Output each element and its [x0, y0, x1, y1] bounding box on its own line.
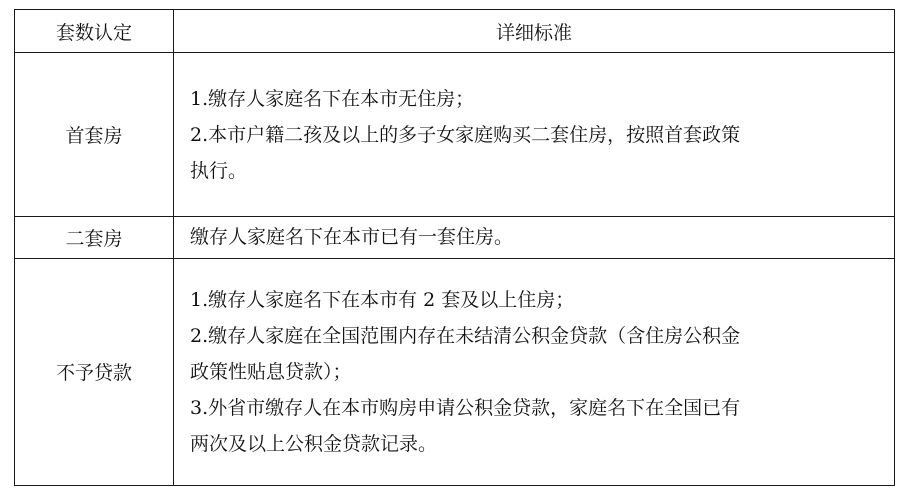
standard-line: 3.外省市缴存人在本市购房申请公积金贷款，家庭名下在全国已有 — [190, 396, 741, 419]
standard-line: 2.本市户籍二孩及以上的多子女家庭购买二套住房，按照首套政策 — [190, 123, 741, 146]
table-row — [15, 258, 895, 485]
row-category: 首套房 — [15, 53, 174, 217]
standard-line: 缴存人家庭名下在本市已有一套住房。 — [190, 226, 514, 249]
row-standard — [174, 258, 895, 485]
row-category: 二套房 — [15, 217, 174, 259]
standard-line: 两次及以上公积金贷款记录。 — [190, 432, 438, 455]
standard-line: 政策性贴息贷款）； — [190, 360, 352, 383]
table-header-row — [15, 10, 895, 53]
row-category: 不予贷款 — [15, 258, 174, 485]
standard-line: 1.缴存人家庭名下在本市无住房； — [190, 87, 475, 110]
table-row — [15, 217, 895, 259]
header-category: 套数认定 — [15, 10, 174, 53]
standard-line: 执行。 — [190, 159, 248, 182]
criteria-table — [14, 9, 895, 486]
row-standard — [174, 217, 895, 259]
header-standard: 详细标准 — [174, 10, 895, 53]
standard-line: 2.缴存人家庭在全国范围内存在未结清公积金贷款（含住房公积金 — [190, 324, 741, 347]
table-row — [15, 53, 895, 217]
standard-line: 1.缴存人家庭名下在本市有 2 套及以上住房； — [190, 288, 575, 311]
row-standard — [174, 53, 895, 217]
